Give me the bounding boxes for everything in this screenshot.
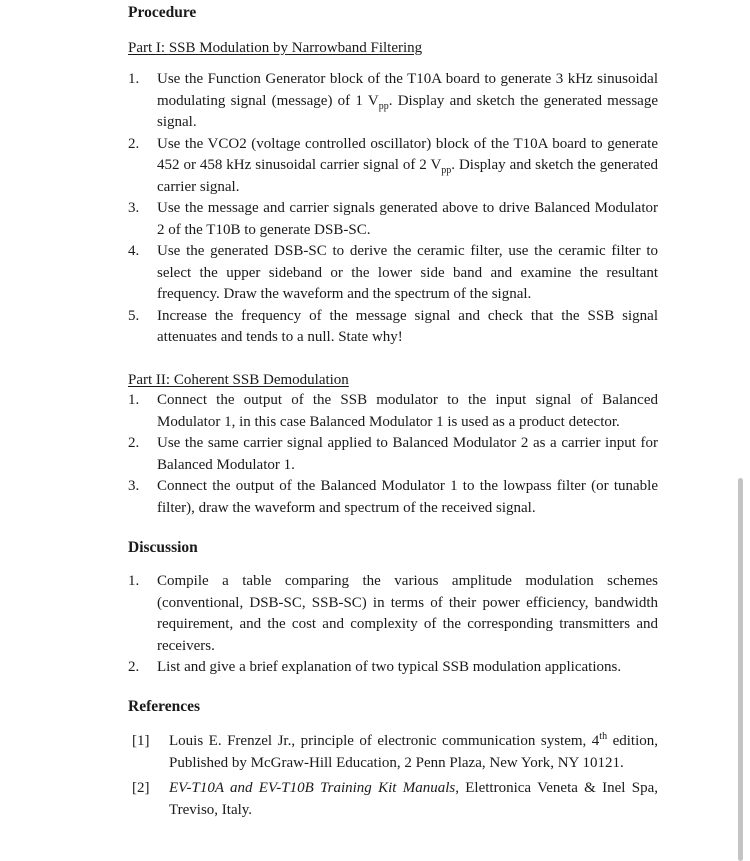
item-subscript: pp (441, 165, 452, 176)
vertical-scrollbar[interactable] (738, 478, 743, 861)
item-text: Use the message and carrier signals generated above to drive Balanced Modulator 2 of the T10B to generate DSB-SC. (157, 200, 658, 238)
discussion-heading: Discussion (128, 539, 198, 556)
list-item (128, 198, 658, 241)
references-heading: References (128, 698, 201, 715)
item-number: 1. (128, 573, 140, 589)
list-item (128, 69, 658, 134)
item-number: 2. (128, 659, 140, 675)
item-number: 2. (128, 435, 140, 451)
item-text-tail: . Display and sketch the generated carrier signal. (157, 157, 658, 195)
item-number: 1. (128, 392, 140, 408)
item-text: Use the generated DSB-SC to derive the ceramic filter, use the ceramic filter to select the upper sideband or the lower side band and examine the resultant frequency. Draw the waveform and the spectrum of the signal. (157, 243, 658, 302)
references-list (132, 731, 658, 821)
part1-title: Part I: SSB Modulation by Narrowband Filtering (128, 40, 423, 56)
item-text: Increase the frequency of the message signal and check that the SSB signal attenuates and tends to a null. State why! (157, 307, 658, 345)
reference-superscript: th (599, 731, 608, 742)
discussion-list (128, 571, 658, 679)
item-number: 3. (128, 200, 140, 216)
reference-item (132, 731, 658, 774)
list-item (128, 571, 658, 657)
item-subscript: pp (378, 100, 389, 112)
item-text: Use the Function Generator block of the T10A board to generate 3 kHz sinusoidal modulating signal (message) of 1 V (157, 71, 658, 109)
item-text: Use the same carrier signal applied to Balanced Modulator 2 as a carrier input for Balanced Modulator 1. (157, 435, 658, 473)
list-item (128, 476, 658, 519)
item-text: Connect the output of the SSB modulator to the input signal of Balanced Modulator 1, in this case Balanced Modulator 1 is used as a product detector. (157, 392, 658, 430)
item-number: 2. (128, 135, 140, 152)
reference-number: [2] (132, 780, 150, 796)
list-item (128, 657, 658, 679)
reference-text: Louis E. Frenzel Jr., principle of electronic communication system, 4 (169, 733, 600, 749)
part1-list (128, 69, 658, 349)
item-number: 4. (128, 243, 140, 259)
procedure-heading: Procedure (128, 4, 197, 21)
reference-italic-title: EV-T10A and EV-T10B Training Kit Manuals (169, 780, 456, 796)
list-item (128, 433, 658, 476)
list-item (128, 306, 658, 349)
item-text: Connect the output of the Balanced Modulator 1 to the lowpass filter (or tunable filter), draw the waveform and spectrum of the received signal. (157, 478, 658, 516)
part2-title: Part II: Coherent SSB Demodulation (128, 372, 349, 388)
reference-number: [1] (132, 733, 150, 749)
part2-list (128, 390, 658, 519)
reference-item (132, 778, 658, 821)
item-number: 3. (128, 478, 140, 494)
item-text-tail: . Display and sketch the generated message signal. (157, 92, 658, 130)
reference-text-tail: , Elettronica Veneta & Inel Spa, Treviso, Italy. (169, 780, 659, 818)
list-item (128, 241, 658, 306)
list-item (128, 390, 658, 433)
item-number: 5. (128, 307, 140, 324)
reference-text-tail: edition, Published by McGraw-Hill Education, 2 Penn Plaza, New York, NY 10121. (169, 733, 658, 771)
item-text: Compile a table comparing the various amplitude modulation schemes (conventional, DSB-SC, SSB-SC) in terms of their power efficiency, bandwidth requirement, and the cost and complexity of the corresponding transmitters and receivers. (157, 573, 658, 654)
list-item (128, 134, 658, 199)
item-text: Use the VCO2 (voltage controlled oscillator) block of the T10A board to generate 452 or 458 kHz sinusoidal carrier signal of 2 V (157, 135, 658, 173)
item-number: 1. (128, 71, 140, 87)
item-text: List and give a brief explanation of two typical SSB modulation applications. (157, 659, 622, 675)
